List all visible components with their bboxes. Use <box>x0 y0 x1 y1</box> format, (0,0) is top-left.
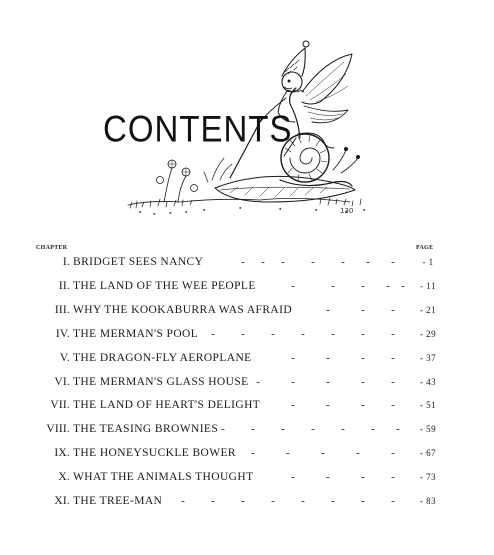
dot-leader: - - - - - <box>256 375 395 388</box>
page-number: - 83 <box>419 496 437 506</box>
chapter-column-label: CHAPTER <box>36 245 68 251</box>
contents-entry <box>0 301 494 319</box>
contents-entry <box>0 277 494 295</box>
dot-leader: - - - <box>326 303 395 316</box>
page-number: - 43 <box>419 376 437 387</box>
chapter-title: THE LAND OF HEART'S DELIGHT <box>73 399 261 412</box>
page-number: - 59 <box>419 424 437 435</box>
chapter-title: THE LAND OF THE WEE PEOPLE <box>73 279 256 292</box>
page-number: - 37 <box>419 352 437 363</box>
chapter-number: XI. <box>54 495 70 507</box>
chapter-title: BRIDGET SEES NANCY <box>73 256 204 268</box>
chapter-title: THE HONEYSUCKLE BOWER <box>73 447 236 460</box>
contents-entry <box>0 492 494 510</box>
contents-entry <box>0 253 494 271</box>
dot-leader: - - - - <box>291 351 395 364</box>
page-number: - 51 <box>419 400 437 411</box>
dot-leader: - - - - - - - <box>241 256 395 268</box>
contents-entry <box>0 396 494 414</box>
chapter-number: X. <box>58 471 70 484</box>
chapter-title: THE TEASING BROWNIES <box>73 423 219 436</box>
chapter-title: THE MERMAN'S GLASS HOUSE <box>73 375 249 388</box>
chapter-number: VIII. <box>46 423 70 436</box>
dot-leader: - - - - - - - <box>221 423 400 436</box>
chapter-title: THE MERMAN'S POOL <box>73 327 199 340</box>
chapter-number: V. <box>59 351 70 364</box>
page-column-label: PAGE <box>416 245 434 251</box>
chapter-title: WHAT THE ANIMALS THOUGHT <box>73 471 254 484</box>
chapter-number: VI. <box>54 375 70 388</box>
contents-entry <box>0 373 494 391</box>
chapter-title: THE TREE-MAN <box>73 495 163 507</box>
contents-entry <box>0 420 494 438</box>
contents-entry <box>0 349 494 367</box>
dot-leader: - - - - - <box>251 447 395 460</box>
dot-leader: - - - - <box>291 471 395 484</box>
chapter-title: WHY THE KOOKABURRA WAS AFRAID <box>73 303 293 316</box>
page-title: CONTENTS <box>103 108 293 150</box>
page-number: - 11 <box>420 280 436 291</box>
page-number: - 67 <box>419 448 437 459</box>
contents-entry <box>0 444 494 462</box>
chapter-number: VII. <box>50 399 70 412</box>
dot-leader: - - - - - - - - <box>181 495 395 507</box>
dot-leader: - - - - - - - <box>211 327 395 340</box>
page-number: - 73 <box>419 472 437 483</box>
chapter-title: THE DRAGON-FLY AEROPLANE <box>73 351 252 364</box>
chapter-number: II. <box>58 279 70 292</box>
contents-entry <box>0 325 494 343</box>
chapter-number: IV. <box>55 327 70 340</box>
artist-signature: 130 <box>340 207 354 215</box>
page-number: - 1 <box>422 257 434 267</box>
dot-leader: - - - - <box>291 399 395 412</box>
contents-entry <box>0 468 494 486</box>
chapter-number: III. <box>54 303 70 316</box>
page-number: - 29 <box>419 328 437 339</box>
chapter-number: IX. <box>54 447 70 460</box>
dot-leader: - - - - - <box>291 279 405 292</box>
page-number: - 21 <box>419 304 437 315</box>
chapter-number: I. <box>62 256 70 268</box>
